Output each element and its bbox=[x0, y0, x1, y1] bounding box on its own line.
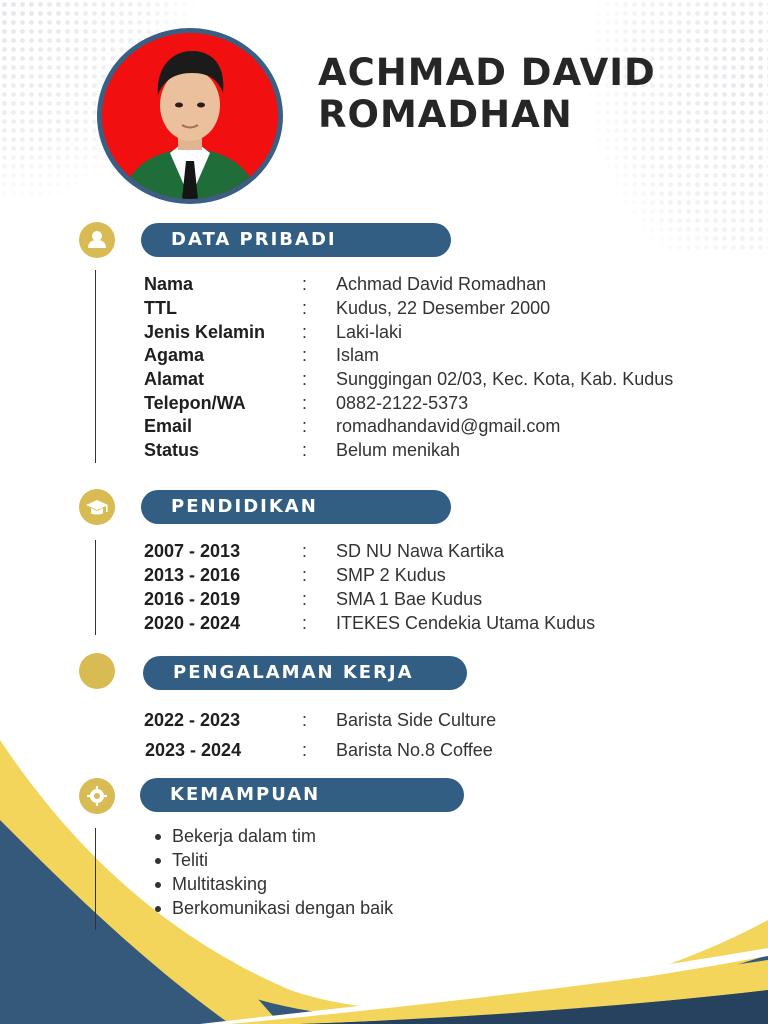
skills-list bbox=[150, 824, 393, 920]
field-label: Nama bbox=[144, 274, 194, 294]
graduation-cap-icon bbox=[79, 489, 115, 525]
job-title: Barista Side Culture bbox=[336, 710, 497, 730]
section-header-experience: PENGALAMAN KERJA bbox=[143, 656, 467, 690]
list-item: Bekerja dalam tim bbox=[150, 824, 393, 848]
list-item: Teliti bbox=[150, 848, 393, 872]
section-header-education: PENDIDIKAN bbox=[141, 490, 451, 524]
school-name: SMA 1 Bae Kudus bbox=[336, 589, 483, 609]
field-separator: : bbox=[302, 393, 308, 413]
year-range: 2023 - 2024 bbox=[145, 740, 242, 760]
timeline-line-education bbox=[95, 540, 96, 635]
year-range: 2016 - 2019 bbox=[144, 589, 241, 609]
school-name: SD NU Nawa Kartika bbox=[336, 541, 505, 561]
section-header-skills: KEMAMPUAN bbox=[140, 778, 464, 812]
email-value: romadhandavid@gmail.com bbox=[336, 416, 561, 436]
field-label: TTL bbox=[144, 298, 177, 318]
field-separator: : bbox=[302, 740, 308, 760]
field-value: Kudus, 22 Desember 2000 bbox=[336, 298, 551, 318]
field-separator: : bbox=[302, 565, 308, 585]
lightbulb-icon bbox=[79, 778, 115, 814]
field-label: Alamat bbox=[144, 369, 205, 389]
field-label: Email bbox=[144, 416, 193, 436]
field-label: Jenis Kelamin bbox=[144, 322, 266, 342]
profile-photo bbox=[97, 28, 283, 204]
school-name: SMP 2 Kudus bbox=[336, 565, 446, 585]
candidate-name bbox=[318, 52, 656, 136]
job-title: Barista No.8 Coffee bbox=[336, 740, 493, 760]
timeline-line-skills bbox=[95, 828, 96, 930]
field-separator: : bbox=[302, 274, 308, 294]
field-separator: : bbox=[302, 589, 308, 609]
avatar bbox=[102, 33, 278, 199]
field-separator: : bbox=[302, 440, 308, 460]
field-value: Laki-laki bbox=[336, 322, 403, 342]
year-range: 2022 - 2023 bbox=[144, 710, 241, 730]
year-range: 2007 - 2013 bbox=[144, 541, 241, 561]
field-separator: : bbox=[302, 416, 308, 436]
year-range: 2020 - 2024 bbox=[144, 613, 241, 633]
field-separator: : bbox=[302, 541, 308, 561]
list-item: Berkomunikasi dengan baik bbox=[150, 896, 393, 920]
field-value: Sunggingan 02/03, Kec. Kota, Kab. Kudus bbox=[336, 369, 674, 389]
list-item: Multitasking bbox=[150, 872, 393, 896]
field-value: 0882-2122-5373 bbox=[336, 393, 469, 413]
field-label: Agama bbox=[144, 345, 205, 365]
field-value: Achmad David Romadhan bbox=[336, 274, 547, 294]
field-value: Belum menikah bbox=[336, 440, 461, 460]
field-separator: : bbox=[302, 613, 308, 633]
field-label: Telepon/WA bbox=[144, 393, 246, 413]
briefcase-icon bbox=[79, 653, 115, 689]
year-range: 2013 - 2016 bbox=[144, 565, 241, 585]
field-separator: : bbox=[302, 369, 308, 389]
name-line-2: ROMADHAN bbox=[318, 93, 573, 136]
field-separator: : bbox=[302, 298, 308, 318]
name-line-1: ACHMAD DAVID bbox=[318, 51, 656, 94]
person-icon bbox=[79, 222, 115, 258]
field-separator: : bbox=[302, 345, 308, 365]
field-separator: : bbox=[302, 710, 308, 730]
school-name: ITEKES Cendekia Utama Kudus bbox=[336, 613, 596, 633]
field-separator: : bbox=[302, 322, 308, 342]
timeline-line-personal bbox=[95, 270, 96, 463]
field-label: Status bbox=[144, 440, 200, 460]
field-value: Islam bbox=[336, 345, 380, 365]
section-header-personal: DATA PRIBADI bbox=[141, 223, 451, 257]
